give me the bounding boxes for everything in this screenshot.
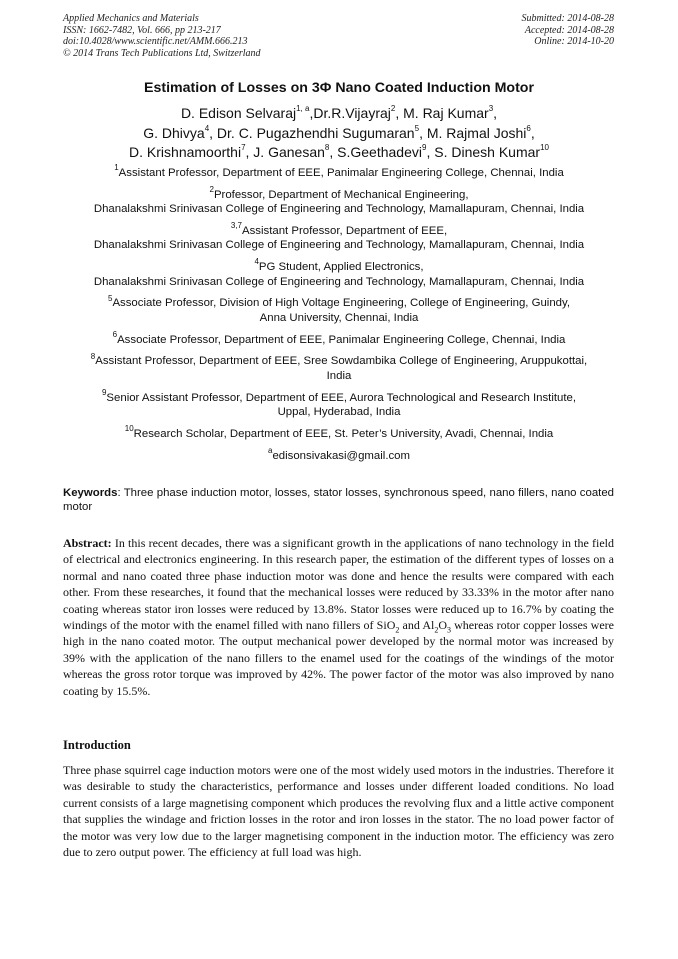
affiliation-line: Professor, Department of Mechanical Engineering, [213, 188, 469, 201]
author-name: D. Edison Selvaraj [180, 105, 297, 121]
author-name: D. Krishnamoorthi [129, 144, 242, 160]
submitted-date: Submitted: 2014-08-28 [521, 13, 614, 24]
affiliation-line: Dhanalakshmi Srinivasan College of Engineering and Technology, Mamallapuram, Chennai, India [93, 275, 585, 288]
author-name: G. Dhivya [143, 124, 205, 141]
author-separator: , [530, 124, 535, 141]
affiliation-line: Dhanalakshmi Srinivasan College of Engineering and Technology, Mamallapuram, Chennai, India [93, 203, 585, 216]
affiliation-sup: 3,7 [230, 221, 242, 231]
author-sup: 9 [422, 143, 427, 153]
affiliation-9 [40, 387, 638, 420]
affiliation-sup: 5 [107, 293, 113, 303]
author-sup: 1, a [296, 104, 310, 114]
keywords-label: Keywords [63, 487, 118, 499]
author-sup: 8 [324, 143, 330, 153]
copyright-line: © 2014 Trans Tech Publications Ltd, Switzerland [63, 47, 261, 59]
abstract-text: and Al [399, 618, 435, 633]
author-sup: 7 [241, 143, 246, 153]
affiliation-line: Associate Professor, Department of EEE, Panimalar Engineering College, Chennai, India [117, 333, 566, 346]
author-sup: 5 [414, 123, 420, 133]
subscript: 3 [447, 625, 451, 635]
online-date: Online: 2014-10-20 [534, 36, 614, 47]
author-sup: 4 [204, 123, 210, 133]
accepted-date: Accepted: 2014-08-28 [524, 24, 614, 36]
affiliation-sup: 8 [90, 351, 96, 361]
affiliation-line: Assistant Professor, Department of EEE, [242, 225, 448, 237]
author-name: , J. Ganesan [245, 144, 325, 160]
author-line-3 [40, 143, 638, 163]
author-line-2 [40, 124, 638, 144]
author-line-1 [40, 104, 638, 124]
corresponding-email [40, 445, 638, 463]
affiliation-sup: 10 [124, 424, 134, 434]
affiliation-sup: 6 [112, 329, 118, 339]
author-name: , Dr. C. Pugazhendhi Sugumaran [209, 124, 415, 141]
author-name: ,Dr.R.Vijayraj [309, 105, 391, 121]
affiliation-4 [40, 257, 638, 289]
author-name: , S. Dinesh Kumar [426, 144, 541, 160]
affiliation-sup: 4 [254, 257, 259, 267]
author-sup: 2 [390, 104, 396, 114]
author-name: , M. Raj Kumar [395, 105, 489, 121]
author-list [40, 104, 638, 163]
submission-dates [522, 13, 615, 48]
section-heading: Introduction [63, 738, 131, 752]
email-address: edisonsivakasi@gmail.com [272, 449, 410, 462]
abstract-text: O [438, 618, 447, 633]
affiliation-5 [40, 293, 638, 325]
paper-title: Estimation of Losses on 3Φ Nano Coated Induction Motor [144, 80, 534, 96]
journal-header [63, 13, 261, 59]
author-sup: 10 [540, 143, 549, 153]
affiliation-sup: 1 [114, 163, 119, 173]
author-name: , S.Geethadevi [329, 144, 422, 160]
author-sup: 6 [526, 123, 531, 133]
affiliation-8 [40, 351, 638, 383]
abstract-label: Abstract: [63, 536, 112, 550]
affiliation-6 [40, 329, 638, 347]
affiliation-line: Assistant Professor, Department of EEE, Sree Sowdambika College of Engineering, Aruppukottai, [95, 355, 588, 368]
affiliation-line: Anna University, Chennai, India [259, 311, 419, 324]
affiliation-line: PG Student, Applied Electronics, [258, 261, 424, 274]
abstract-text: In this recent decades, there was a significant growth in the applications of nano technology in the field of electrical and electronics engineering. In this research paper, the estimation of the different types of losses on a normal and nano coated three phase induction motor was done and hence the results were compared with each other. From these researches, it found that the mechanical losses were reduced by 33.33% in the motor after nano coating whereas stator iron losses were reduced by 13.8%. Stator losses were reduced up to 16.7% by coating the windings of the motor with the enamel filled with nano fillers of SiO [63, 536, 614, 633]
affiliation-line: Uppal, Hyderabad, India [277, 406, 401, 419]
author-separator: , [493, 105, 498, 121]
affiliation-sup: a [268, 445, 273, 455]
keywords-paragraph [63, 486, 614, 515]
affiliation-line: Dhanalakshmi Srinivasan College of Engineering and Technology, Mamallapuram, Chennai, India [93, 239, 585, 252]
abstract-text: whereas rotor copper losses were high in the nano coated motor. The output mechanical power developed by the normal motor was increased by 39% with the application of the nano fillers to the enamel used for the coatings of the windings of the motor whereas the gross rotor torque was improved by 42%. The power factor of the motor was also improved by nano coating by 15.5%. [63, 618, 614, 698]
affiliation-10 [40, 424, 638, 441]
affiliation-sup: 2 [209, 185, 214, 194]
affiliation-line: Assistant Professor, Department of EEE, Panimalar Engineering College, Chennai, India [118, 167, 564, 179]
affiliation-1 [40, 163, 638, 180]
subscript: 2 [434, 625, 439, 635]
keywords-text: : Three phase induction motor, losses, stator losses, synchronous speed, nano fillers, nano coated motor [63, 487, 614, 514]
doi-line: doi:10.4028/www.scientific.net/AMM.666.213 [63, 36, 248, 47]
affiliation-2 [40, 185, 638, 217]
affiliation-list [40, 163, 638, 470]
affiliation-3-7 [40, 221, 638, 253]
affiliation-line: Senior Assistant Professor, Department of EEE, Aurora Technological and Research Institute, [106, 391, 577, 404]
abstract-paragraph [63, 535, 614, 699]
author-name: , M. Rajmal Joshi [419, 124, 527, 141]
subscript: 2 [395, 625, 400, 635]
affiliation-line: Associate Professor, Division of High Voltage Engineering, College of Engineering, Guindy, [112, 297, 571, 310]
issn-line: ISSN: 1662-7482, Vol. 666, pp 213-217 [63, 24, 221, 36]
affiliation-line: India [326, 369, 352, 382]
affiliation-sup: 9 [101, 387, 107, 397]
affiliation-line: Research Scholar, Department of EEE, St. Peter’s University, Avadi, Chennai, India [133, 427, 554, 440]
author-sup: 3 [488, 104, 494, 114]
introduction-paragraph: Three phase squirrel cage induction motors were one of the most widely used motors in the industries. Therefore it was desirable to study the characteristics, performance and losses under different loaded conditions. No load current consists of a large magnetising component which produces the revolving flux and a little active component that supplies the windage and friction losses in the rotor and iron losses in the stator. The no load power factor of the motor was very low due to the larger magnetising component in the induction motor. The efficiency was zero due to zero output power. The efficiency at full load was high. [63, 763, 614, 860]
journal-name: Applied Mechanics and Materials [63, 13, 199, 24]
